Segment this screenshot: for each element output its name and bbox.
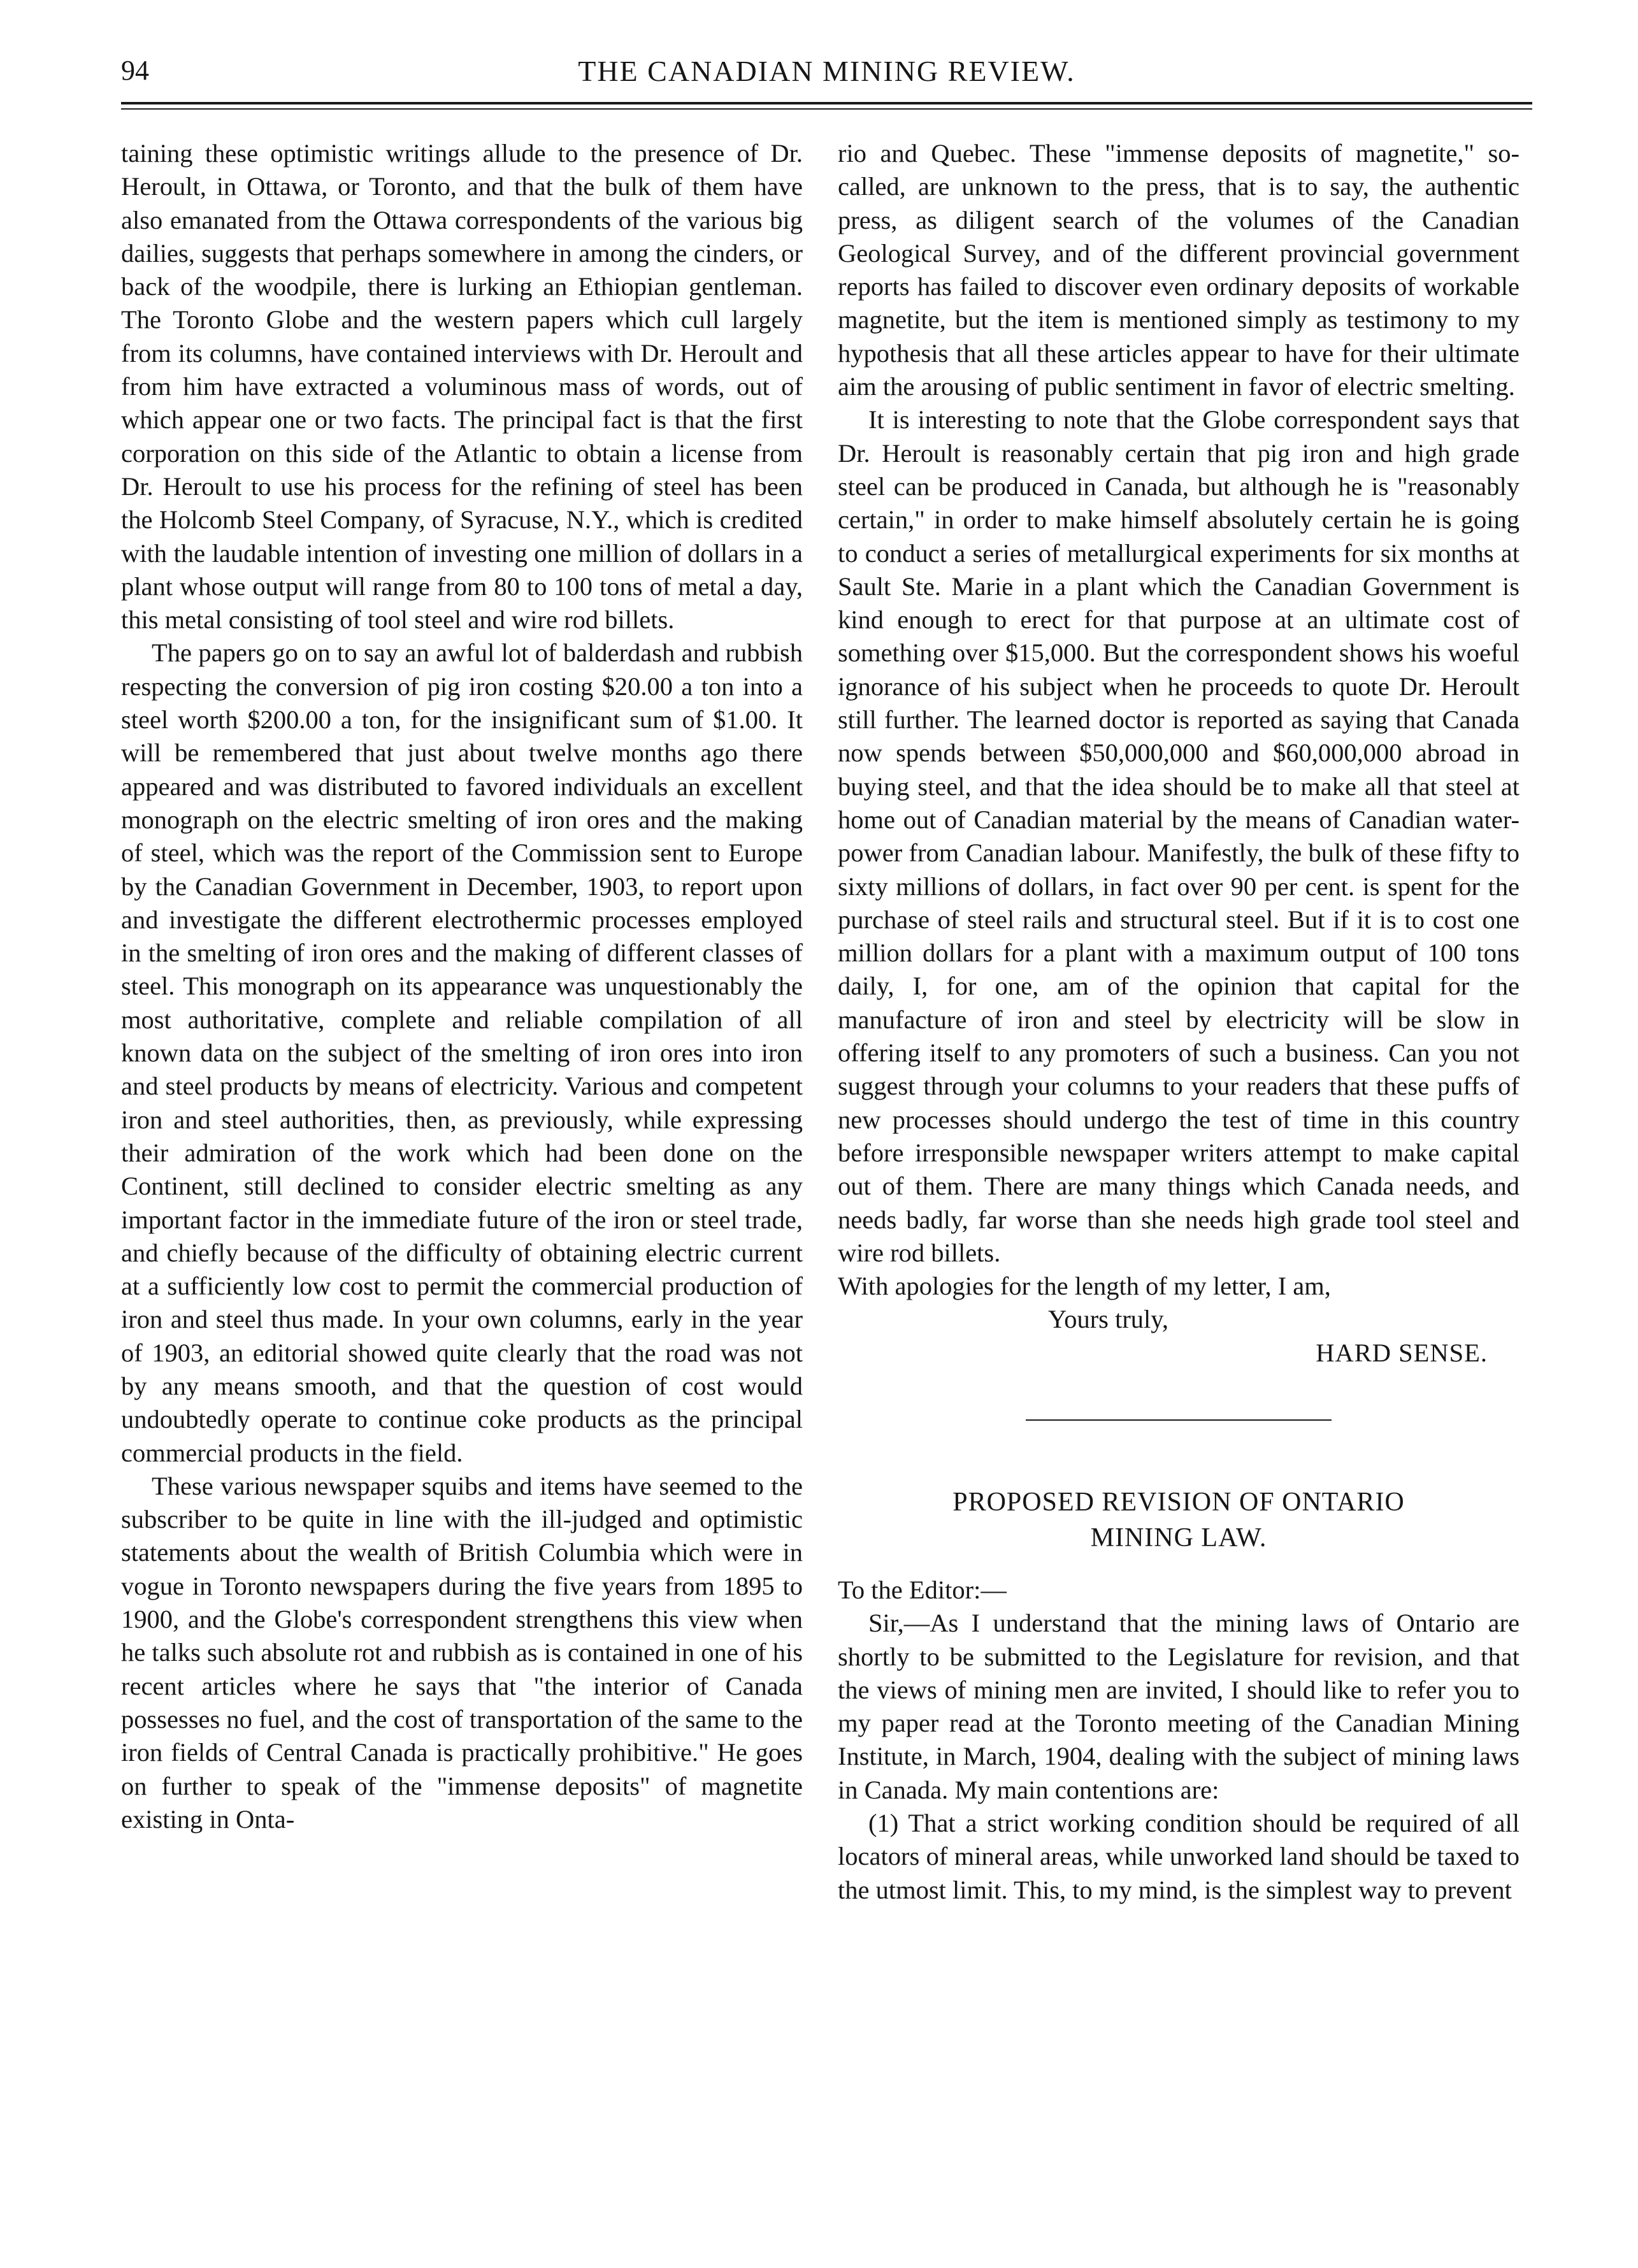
page-header: [121, 54, 1532, 92]
header-rule-thick: [121, 102, 1532, 104]
left-paragraph-2: The papers go on to say an awful lot of balderdash and rubbish respecting the conversion of pig iron costing $20.00 a ton into a steel worth $200.00 a ton, for the insignificant sum of $1.00. It will be remembered that just about twelve months ago there appeared and was distributed to favored individuals an excellent monograph on the electric smelting of iron ores and the making of steel, which was the report of the Commission sent to Europe by the Canadian Government in December, 1903, to report upon and investigate the different electrothermic processes employed in the smelting of iron ores and the making of different classes of steel. This monograph on its appearance was unquestionably the most authoritative, complete and reliable compilation of all known data on the subject of the smelting of iron ores into iron and steel products by means of electricity. Various and competent iron and steel authorities, then, as previously, while expressing their admiration of the work which had been done on the Continent, still declined to consider electric smelting as any important factor in the immediate future of the iron or steel trade, and chiefly because of the difficulty of obtaining electric current at a sufficiently low cost to permit the commercial production of iron and steel thus made. In your own columns, early in the year of 1903, an editorial showed quite clearly that the road was not by any means smooth, and that the question of cost would undoubtedly operate to continue coke products as the principal commercial products in the field.: [121, 638, 803, 1467]
right-column: [838, 137, 1519, 1907]
letter-closing: With apologies for the length of my letter, I am,: [838, 1272, 1331, 1301]
page-number: 94: [121, 55, 149, 86]
letter-signature: HARD SENSE.: [1316, 1338, 1488, 1367]
article-title-line-1: PROPOSED REVISION OF ONTARIO: [952, 1487, 1405, 1517]
right-paragraph-2: It is interesting to note that the Globe correspondent says that Dr. Heroult is reasonably certain that pig iron and high grade steel can be produced in Canada, but although he is "reasonably certain," in order to make himself absolutely certain he is going to conduct a series of metallurgical experiments for six months at Sault Ste. Marie in a plant which the Canadian Government is kind enough to erect for that purpose at an ultimate cost of something over $15,000. But the correspondent shows his woeful ignorance of his subject when he proceeds to quote Dr. Heroult still further. The learned doctor is reported as saying that Canada now spends between $50,000,000 and $60,000,000 abroad in buying steel, and that the idea should be to make all that steel at home out of Canadian material by the means of Canadian water-power from Canadian labour. Manifestly, the bulk of these fifty to sixty millions of dollars, in fact over 90 per cent. is spent for the purchase of steel rails and structural steel. But if it is to cost one million dollars for a plant with a maximum output of 100 tons daily, I, for one, am of the opinion that capital for the manufacture of iron and steel by electricity will be slow in offering itself to any promoters of such a business. Can you not suggest through your columns to your readers that these puffs of new processes should undergo the test of time in this country before irresponsible newspaper writers attempt to make capital out of them. There are many things which Canada needs, and needs badly, far worse than she needs high grade tool steel and wire rod billets.: [838, 405, 1519, 1267]
article-separator: [1026, 1419, 1332, 1421]
letter-valediction: Yours truly,: [1048, 1305, 1169, 1334]
left-paragraph-3: These various newspaper squibs and items have seemed to the subscriber to be quite in line with the ill-judged and optimistic statements about the wealth of British Columbia which were in vogue in Toronto newspapers during the five years from 1895 to 1900, and the Globe's correspondent strengthens this view when he talks such absolute rot and rubbish as is contained in one of his recent articles where he says that "the interior of Canada possesses no fuel, and the cost of transportation of the same to the iron fields of Central Canada is practically prohibitive." He goes on further to speak of the "immense deposits" of magnetite existing in Onta-: [121, 1471, 803, 1834]
left-paragraph-1: taining these optimistic writings allude to the presence of Dr. Heroult, in Ottawa, or Toronto, and that the bulk of them have also emanated from the Ottawa correspondents of the various big dailies, suggests that perhaps somewhere in among the cinders, or back of the woodpile, there is lurking an Ethiopian gentleman. The Toronto Globe and the western papers which cull largely from its columns, have contained interviews with Dr. Heroult and from him have extracted a voluminous mass of words, out of which appear one or two facts. The principal fact is that the first corporation on this side of the Atlantic to obtain a license from Dr. Heroult to use his process for the refining of steel has been the Holcomb Steel Company, of Syracuse, N.Y., which is credited with the laudable intention of investing one million of dollars in a plant whose output will range from 80 to 100 tons of metal a day, this metal consisting of tool steel and wire rod billets.: [121, 139, 803, 635]
right-paragraph-1: rio and Quebec. These "immense deposits of magnetite," so-called, are unknown to the press, that is to say, the authentic press, as diligent search of the volumes of the Canadian Geological Survey, and of the different provincial government reports has failed to discover even ordinary deposits of workable magnetite, but the item is mentioned simply as testimony to my hypothesis that all these articles appear to have for their ultimate aim the arousing of public sentiment in favor of electric smelting.: [838, 139, 1519, 401]
header-rule-thin: [121, 108, 1532, 110]
article-salutation: To the Editor:—: [838, 1575, 1007, 1604]
article-title: [838, 1484, 1519, 1556]
article-paragraph-2: (1) That a strict working condition should be required of all locators of mineral areas, while unworked land should be taxed to the utmost limit. This, to my mind, is the simplest way to prevent: [838, 1809, 1519, 1904]
article-title-line-2: MINING LAW.: [1090, 1523, 1267, 1553]
article-paragraph-1: Sir,—As I understand that the mining laws of Ontario are shortly to be submitted to the Legislature for revision, and that the views of mining men are invited, I should like to refer you to my paper read at the Toronto meeting of the Canadian Mining Institute, in March, 1904, dealing with the subject of mining laws in Canada. My main contentions are:: [838, 1609, 1519, 1804]
left-column: [121, 137, 803, 1836]
running-title: THE CANADIAN MINING REVIEW.: [578, 55, 1075, 87]
